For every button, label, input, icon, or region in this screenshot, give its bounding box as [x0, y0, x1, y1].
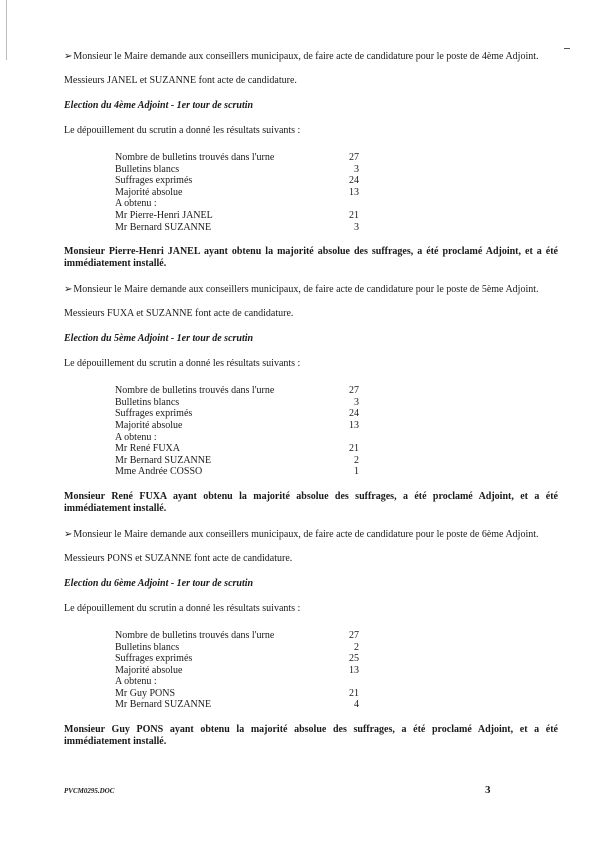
results-intro: Le dépouillement du scrutin a donné les résultats suivants : [64, 358, 301, 370]
results-row: Mr Pierre-Henri JANEL 21 [115, 209, 359, 221]
scan-mark [564, 48, 570, 49]
results-row: Nombre de bulletins trouvés dans l'urne 27 [115, 629, 359, 641]
results-row: Mme Andrée COSSO 1 [115, 466, 359, 478]
results-row: Nombre de bulletins trouvés dans l'urne 27 [115, 385, 359, 397]
page-number: 3 [485, 784, 491, 796]
election-outcome: Monsieur René FUXA ayant obtenu la majorité absolue des suffrages, a été proclamé Adjoint, et a été immédiatement installé. [64, 490, 558, 514]
document-page [64, 51, 558, 762]
results-row: Majorité absolue 13 [115, 186, 359, 198]
results-row: A obtenu : [115, 431, 157, 443]
arrow-bullet-icon: ➢ [64, 528, 73, 540]
footer-filename: PVCM0295.DOC [64, 787, 115, 795]
election-heading: Election du 6ème Adjoint - 1er tour de scrutin [64, 577, 254, 589]
election-section-4 [64, 51, 558, 270]
mayor-request: ➢Monsieur le Maire demande aux conseillers municipaux, de faire acte de candidature pour le poste de 6ème Adjoint. [64, 528, 539, 540]
results-row: Majorité absolue 13 [115, 419, 359, 431]
results-row: A obtenu : [115, 198, 157, 210]
results-row: Mr René FUXA 21 [115, 443, 359, 455]
results-row: Mr Bernard SUZANNE 2 [115, 454, 359, 466]
mayor-request: ➢Monsieur le Maire demande aux conseillers municipaux, de faire acte de candidature pour le poste de 4ème Adjoint. [64, 51, 539, 62]
mayor-request: ➢Monsieur le Maire demande aux conseillers municipaux, de faire acte de candidature pour le poste de 5ème Adjoint. [64, 284, 539, 296]
results-row: A obtenu : [115, 676, 157, 688]
scan-margin-line [6, 0, 7, 60]
arrow-bullet-icon: ➢ [64, 51, 73, 62]
results-row: Suffrages exprimés 24 [115, 175, 359, 187]
candidates-statement: Messieurs JANEL et SUZANNE font acte de candidature. [64, 75, 297, 86]
results-row: Suffrages exprimés 24 [115, 408, 359, 420]
results-row: Bulletins blancs 2 [115, 641, 359, 653]
results-table [115, 385, 359, 478]
results-table [115, 630, 359, 711]
election-outcome: Monsieur Pierre-Henri JANEL ayant obtenu la majorité absolue des suffrages, a été proclamé Adjoint, et a été immédiatement installé. [64, 246, 558, 270]
election-section-5 [64, 284, 558, 515]
results-row: Bulletins blancs 3 [115, 396, 359, 408]
candidates-statement: Messieurs FUXA et SUZANNE font acte de candidature. [64, 308, 294, 320]
results-intro: Le dépouillement du scrutin a donné les résultats suivants : [64, 602, 301, 614]
election-heading: Election du 4ème Adjoint - 1er tour de scrutin [64, 100, 254, 111]
results-table [115, 152, 359, 233]
election-outcome: Monsieur Guy PONS ayant obtenu la majorité absolue des suffrages, a été proclamé Adjoint, et a été immédiatement installé. [64, 724, 558, 748]
results-row: Mr Bernard SUZANNE 4 [115, 699, 359, 711]
election-heading: Election du 5ème Adjoint - 1er tour de scrutin [64, 333, 254, 345]
results-row: Majorité absolue 13 [115, 664, 359, 676]
election-section-6 [64, 529, 558, 748]
results-row: Nombre de bulletins trouvés dans l'urne 27 [115, 152, 359, 163]
results-row: Bulletins blancs 3 [115, 163, 359, 175]
arrow-bullet-icon: ➢ [64, 284, 73, 296]
results-row: Suffrages exprimés 25 [115, 653, 359, 665]
results-row: Mr Bernard SUZANNE 3 [115, 221, 359, 233]
candidates-statement: Messieurs PONS et SUZANNE font acte de candidature. [64, 552, 293, 564]
results-row: Mr Guy PONS 21 [115, 687, 359, 699]
results-intro: Le dépouillement du scrutin a donné les résultats suivants : [64, 125, 301, 136]
